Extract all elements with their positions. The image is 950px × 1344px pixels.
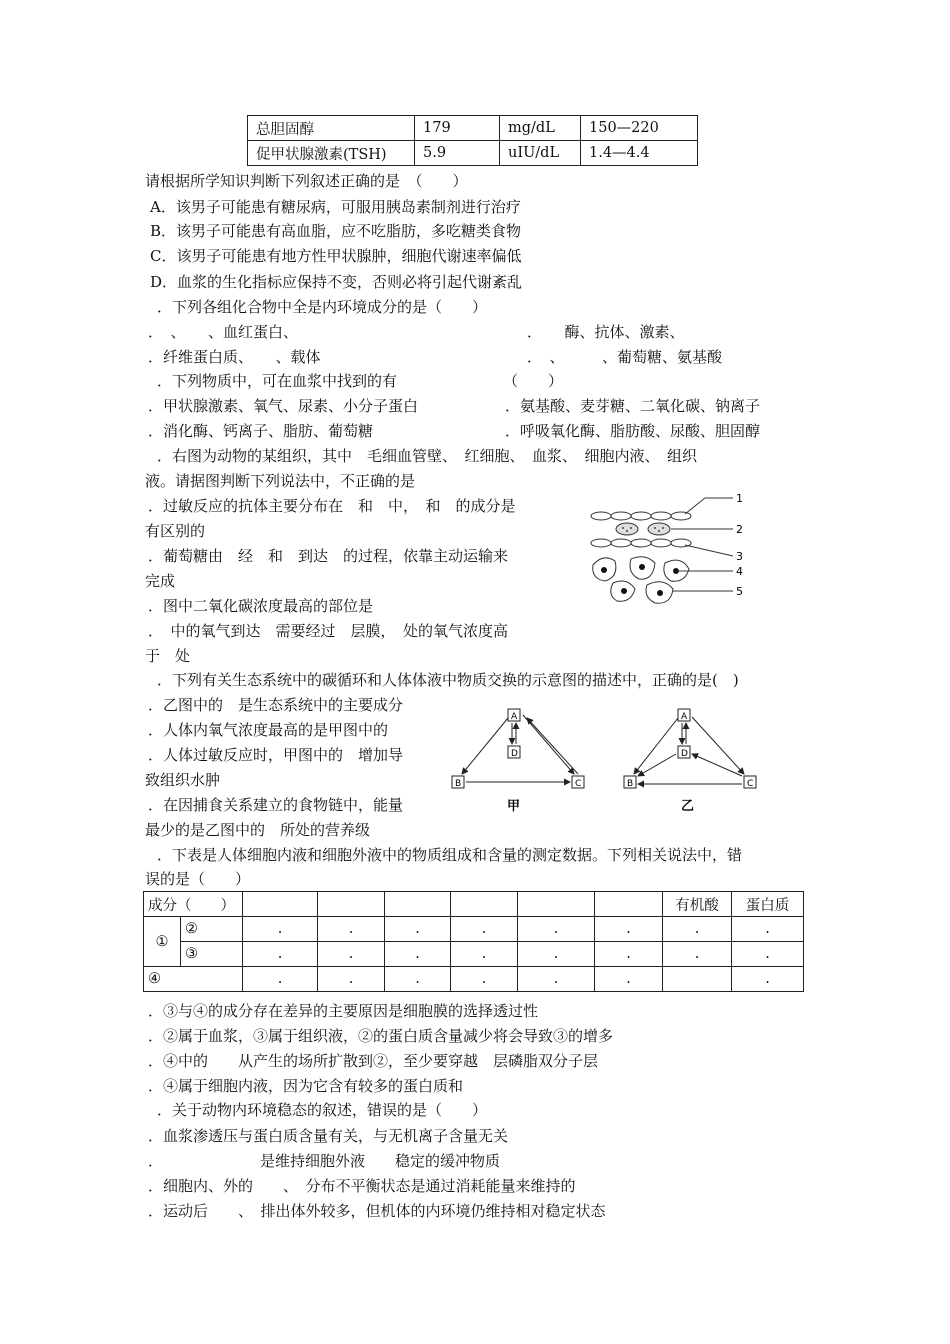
table-cell: 150—220: [581, 116, 698, 141]
table-header: [318, 892, 385, 917]
label-yi: 乙: [681, 799, 695, 814]
table-cell: .: [243, 917, 318, 942]
option-b: B．该男子可能患有高血脂，应不吃脂肪，多吃糖类食物: [150, 222, 522, 240]
question-6-stem-cont: 误的是（ ）: [145, 870, 251, 888]
node-b: B: [455, 779, 462, 789]
option-d: D．血浆的生化指标应保持不变，否则必将引起代谢紊乱: [150, 273, 523, 291]
option-c: C．该男子可能患有地方性甲状腺肿，细胞代谢速率偏低: [150, 247, 522, 265]
figure-label-3: 3: [736, 550, 743, 563]
table-header: [595, 892, 663, 917]
option-a: ．血浆渗透压与蛋白质含量有关，与无机离子含量无关: [148, 1127, 509, 1145]
figure-label-5: 5: [736, 585, 743, 598]
carbon-cycle-diagram: [445, 700, 775, 818]
option-a: ．甲状腺激素、氧气、尿素、小分子蛋白: [148, 397, 419, 415]
table-cell: 促甲状腺激素(TSH): [248, 141, 415, 166]
row-label: ①: [144, 917, 181, 967]
option-c: ．④中的 从产生的场所扩散到②，至少要穿越 层磷脂双分子层: [148, 1052, 599, 1070]
table-cell: .: [385, 942, 451, 967]
table-header: 蛋白质: [732, 892, 804, 917]
table-row: [248, 141, 698, 166]
table-cell: .: [732, 917, 804, 942]
table-cell: .: [595, 942, 663, 967]
table-cell: .: [518, 967, 595, 992]
option-b: ．②属于血浆，③属于组织液，②的蛋白质含量减少将会导致③的增多: [148, 1027, 614, 1045]
question-6-stem: ．下表是人体细胞内液和细胞外液中的物质组成和含量的测定数据。下列相关说法中，错: [157, 846, 743, 864]
table-cell: .: [663, 942, 732, 967]
option-a: ．乙图中的 是生态系统中的主要成分: [148, 696, 404, 714]
option-b-cont: 完成: [145, 572, 176, 590]
option-d: ．呼吸氧化酶、脂肪酸、尿酸、胆固醇: [505, 422, 761, 440]
table-cell: .: [518, 917, 595, 942]
node-d: D: [681, 749, 688, 759]
node-d: D: [511, 749, 518, 759]
table-header: [243, 892, 318, 917]
figure-label-1: 1: [736, 492, 743, 505]
table-header: [451, 892, 518, 917]
question-5-stem: ．下列有关生态系统中的碳循环和人体体液中物质交换的示意图的描述中，正确的是( ): [157, 671, 739, 689]
option-d: ． 中的氧气到达 需要经过 层膜， 处的氧气浓度高: [148, 622, 509, 640]
table-row: [144, 942, 804, 967]
node-b: B: [627, 779, 634, 789]
table-cell: .: [732, 967, 804, 992]
option-b: ． 酶、抗体、激素、: [527, 323, 685, 341]
table-header-row: [144, 892, 804, 917]
table-row: [144, 967, 804, 992]
question-3-stem: ．下列物质中，可在血浆中找到的有: [157, 372, 398, 390]
option-c: ．人体过敏反应时，甲图中的 增加导: [148, 746, 404, 764]
option-d: ． 、 、葡萄糖、氨基酸: [527, 348, 723, 366]
question-2-stem: ．下列各组化合物中全是内环境成分的是（ ）: [157, 298, 488, 316]
node-c: C: [747, 779, 754, 789]
table-cell: mg/dL: [500, 116, 581, 141]
lab-results-table: [247, 115, 698, 166]
label-jia: 甲: [507, 799, 521, 814]
question-7-stem: ．关于动物内环境稳态的叙述，错误的是（ ）: [157, 1101, 488, 1119]
table-header: 成分（ ）: [144, 892, 243, 917]
table-cell: uIU/dL: [500, 141, 581, 166]
table-cell: [663, 967, 732, 992]
figure-label-2: 2: [736, 523, 743, 536]
row-label: ④: [144, 967, 243, 992]
option-a: A．该男子可能患有糖尿病，可服用胰岛素制剂进行治疗: [150, 198, 521, 216]
option-b: ．人体内氧气浓度最高的是甲图中的: [148, 721, 389, 739]
table-cell: .: [451, 917, 518, 942]
option-c-cont: 致组织水肿: [145, 771, 221, 789]
table-cell: 5.9: [415, 141, 500, 166]
row-label: ②: [181, 917, 243, 942]
table-cell: .: [663, 917, 732, 942]
table-row: [144, 917, 804, 942]
option-b-text: 是维持细胞外液 稳定的缓冲物质: [260, 1152, 501, 1170]
option-b: ．: [148, 1152, 164, 1170]
row-label: ③: [181, 942, 243, 967]
table-cell: .: [243, 942, 318, 967]
option-d-cont: 最少的是乙图中的 所处的营养级: [145, 821, 371, 839]
question-1-stem: 请根据所学知识判断下列叙述正确的是 （ ）: [145, 172, 468, 190]
table-cell: .: [732, 942, 804, 967]
composition-table: [143, 891, 804, 992]
node-a: A: [681, 712, 688, 722]
option-d: ．在因捕食关系建立的食物链中，能量: [148, 796, 404, 814]
option-b: ．葡萄糖由 经 和 到达 的过程，依靠主动运输来: [148, 547, 509, 565]
table-cell: 总胆固醇: [248, 116, 415, 141]
table-cell: 179: [415, 116, 500, 141]
option-d: ．运动后 、 排出体外较多，但机体的内环境仍维持相对稳定状态: [148, 1202, 606, 1220]
table-cell: .: [318, 967, 385, 992]
option-b: ．氨基酸、麦芽糖、二氧化碳、钠离子: [505, 397, 761, 415]
option-d-cont: 于 处: [145, 647, 191, 665]
table-cell: 1.4—4.4: [581, 141, 698, 166]
table-cell: .: [595, 967, 663, 992]
option-a-cont: 有区别的: [145, 522, 206, 540]
question-4-stem: ．右图为动物的某组织，其中 毛细血管壁、 红细胞、 血浆、 细胞内液、 组织: [157, 447, 698, 465]
node-c: C: [575, 779, 582, 789]
table-cell: .: [595, 917, 663, 942]
answer-paren: （ ）: [503, 372, 564, 390]
table-cell: .: [243, 967, 318, 992]
table-row: [248, 116, 698, 141]
table-header: [518, 892, 595, 917]
table-header: 有机酸: [663, 892, 732, 917]
table-header: [385, 892, 451, 917]
option-a: ． 、 、血红蛋白、: [148, 323, 299, 341]
option-a: ．③与④的成分存在差异的主要原因是细胞膜的选择透过性: [148, 1002, 539, 1020]
tissue-figure: [585, 485, 755, 610]
table-cell: .: [318, 917, 385, 942]
table-cell: .: [518, 942, 595, 967]
table-cell: .: [385, 917, 451, 942]
option-c: ．图中二氧化碳浓度最高的部位是: [148, 597, 374, 615]
table-cell: .: [451, 967, 518, 992]
option-a: ．过敏反应的抗体主要分布在 和 中， 和 的成分是: [148, 497, 516, 515]
table-cell: .: [318, 942, 385, 967]
table-cell: .: [385, 967, 451, 992]
question-4-stem-cont: 液。请据图判断下列说法中，不正确的是: [145, 472, 416, 490]
node-a: A: [511, 712, 518, 722]
option-c: ．细胞内、外的 、 分布不平衡状态是通过消耗能量来维持的: [148, 1177, 576, 1195]
option-d: ．④属于细胞内液，因为它含有较多的蛋白质和: [148, 1077, 464, 1095]
figure-label-4: 4: [736, 565, 743, 578]
table-cell: .: [451, 942, 518, 967]
option-c: ．消化酶、钙离子、脂肪、葡萄糖: [148, 422, 374, 440]
option-c: ．纤维蛋白质、 、载体: [148, 348, 321, 366]
